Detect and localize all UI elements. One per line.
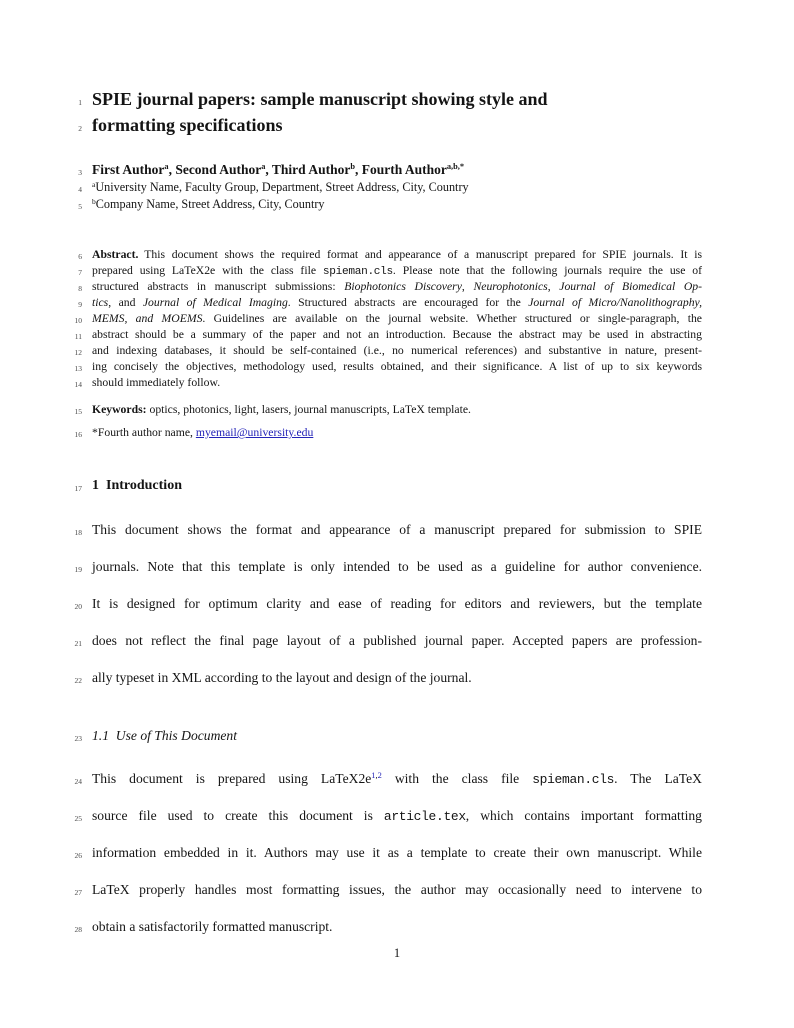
abstract-line <box>74 312 702 325</box>
citation-link[interactable]: 1 <box>371 770 376 781</box>
body-line <box>74 670 702 685</box>
line-number: 11 <box>74 332 82 341</box>
body-text: does not reflect the final page layout of a published journal paper. Accepted papers are profession- <box>92 633 702 648</box>
line-number: 21 <box>74 639 82 648</box>
abstract-line <box>74 328 702 341</box>
body-line <box>74 522 702 537</box>
body-line <box>74 882 702 897</box>
body-line <box>74 845 702 860</box>
title-text: SPIE journal papers: sample manuscript showing style and <box>92 89 548 109</box>
line-number: 28 <box>74 925 82 934</box>
section-heading-text: 1 Introduction <box>92 478 182 493</box>
body-text: It is designed for optimum clarity and ease of reading for editors and reviewers, but the template <box>92 596 702 611</box>
abstract-text: MEMS, and MOEMS. Guidelines are available on the journal website. Whether structured or single-paragraph, the <box>92 312 702 325</box>
body-text: This document shows the format and appearance of a manuscript prepared for submission to SPIE <box>92 522 702 537</box>
line-number: 6 <box>78 252 82 261</box>
authors-line <box>78 162 702 177</box>
body-line <box>74 919 702 934</box>
affiliation-text: $^b$Company Name, Street Address, City, Country <box>92 196 325 211</box>
abstract-text: prepared using LaTeX2e with the class file spieman.cls. Please note that the following journals require the use of <box>92 264 702 278</box>
body-text: ally typeset in XML according to the layout and design of the journal. <box>92 670 472 685</box>
line-number: 19 <box>74 565 82 574</box>
line-number: 5 <box>78 202 82 211</box>
subsection-heading-text: 1.1 Use of This Document <box>92 728 237 743</box>
body-line <box>74 633 702 648</box>
abstract-text: abstract should be a summary of the paper and not an introduction. Because the abstract may be used in abstracting <box>92 328 702 341</box>
line-number: 18 <box>74 528 82 537</box>
line-number: 7 <box>78 268 82 277</box>
footnote-text: *Fourth author name, myemail@university.edu <box>92 426 314 439</box>
body-text: information embedded in it. Authors may use it as a template to create their own manuscript. While <box>92 845 702 860</box>
affiliation-line <box>78 179 702 194</box>
abstract-line <box>78 296 703 309</box>
abstract-text: should immediately follow. <box>92 376 221 389</box>
line-number: 15 <box>74 407 82 416</box>
line-number: 1 <box>78 98 82 107</box>
citation-link[interactable]: 2 <box>377 770 382 781</box>
section-heading-introduction <box>74 478 702 494</box>
body-text: obtain a satisfactorily formatted manuscript. <box>92 919 333 934</box>
line-number: 10 <box>74 316 82 325</box>
abstract-line <box>78 248 702 261</box>
body-line <box>74 559 702 574</box>
abstract-line <box>74 376 702 389</box>
abstract-line <box>74 344 702 357</box>
line-number: 8 <box>78 284 82 293</box>
title-text: formatting specifications <box>92 115 283 135</box>
abstract-text: Abstract. This document shows the required format and appearance of a manuscript prepared for SPIE journals. It is <box>92 248 702 261</box>
title-line <box>78 89 702 109</box>
line-number: 14 <box>74 380 82 389</box>
author-footnote-line <box>74 426 702 439</box>
line-number: 2 <box>78 124 82 133</box>
line-number: 16 <box>74 430 82 439</box>
abstract-line <box>78 280 703 293</box>
affiliation-text: $^a$University Name, Faculty Group, Department, Street Address, City, Country <box>92 179 469 194</box>
abstract-line <box>78 264 702 279</box>
line-number: 13 <box>74 364 82 373</box>
abstract-text: ing concisely the objectives, methodology used, results obtained, and their significance. A list of up to six keywords <box>92 360 702 373</box>
line-number: 3 <box>78 168 82 177</box>
keywords-line <box>74 403 702 416</box>
line-number: 12 <box>74 348 82 357</box>
page-number: 1 <box>393 946 401 960</box>
abstract-line <box>74 360 702 373</box>
abstract-text: structured abstracts in manuscript submissions: Biophotonics Discovery, Neurophotonics, Journal of Biomedical Op- <box>92 280 703 293</box>
abstract-text: and indexing databases, it should be self-contained (i.e., no numerical references) and substantive in nature, present- <box>92 344 702 357</box>
body-line <box>74 596 702 611</box>
body-text: source file used to create this document is article.tex, which contains important formatting <box>92 808 702 824</box>
line-number: 4 <box>78 185 82 194</box>
subsection-heading-use-of-this-document <box>74 728 702 743</box>
title-line <box>78 115 702 135</box>
line-number: 26 <box>74 851 82 860</box>
body-text: This document is prepared using $LaTeX2e^{1,2}$ with the class file spieman.cls. The LaTeX <box>92 770 702 787</box>
line-number: 22 <box>74 676 82 685</box>
line-number: 23 <box>74 734 82 743</box>
line-number: 17 <box>74 484 82 493</box>
body-text: LaTeX properly handles most formatting issues, the author may occasionally need to intervene to <box>92 882 702 897</box>
email-link[interactable]: myemail@university.edu <box>195 426 314 439</box>
line-number: 20 <box>74 602 82 611</box>
affiliation-line <box>78 196 702 211</box>
body-text: journals. Note that this template is only intended to be used as a guideline for author convenience. <box>92 559 702 574</box>
keywords-text: Keywords: optics, photonics, light, lasers, journal manuscripts, LaTeX template. <box>92 403 471 416</box>
line-number: 9 <box>78 300 82 309</box>
authors-text: First Author$^a$, Second Author$^a$, Third Author$^b$, Fourth Author$^{a,b,*}$ <box>92 162 465 177</box>
body-line <box>74 770 702 787</box>
abstract-text: tics, and Journal of Medical Imaging. Structured abstracts are encouraged for the Journal of Micro/Nanolithography, <box>92 296 703 309</box>
line-number: 24 <box>74 777 82 786</box>
line-number: 27 <box>74 888 82 897</box>
line-number: 25 <box>74 814 82 823</box>
body-line <box>74 808 702 824</box>
